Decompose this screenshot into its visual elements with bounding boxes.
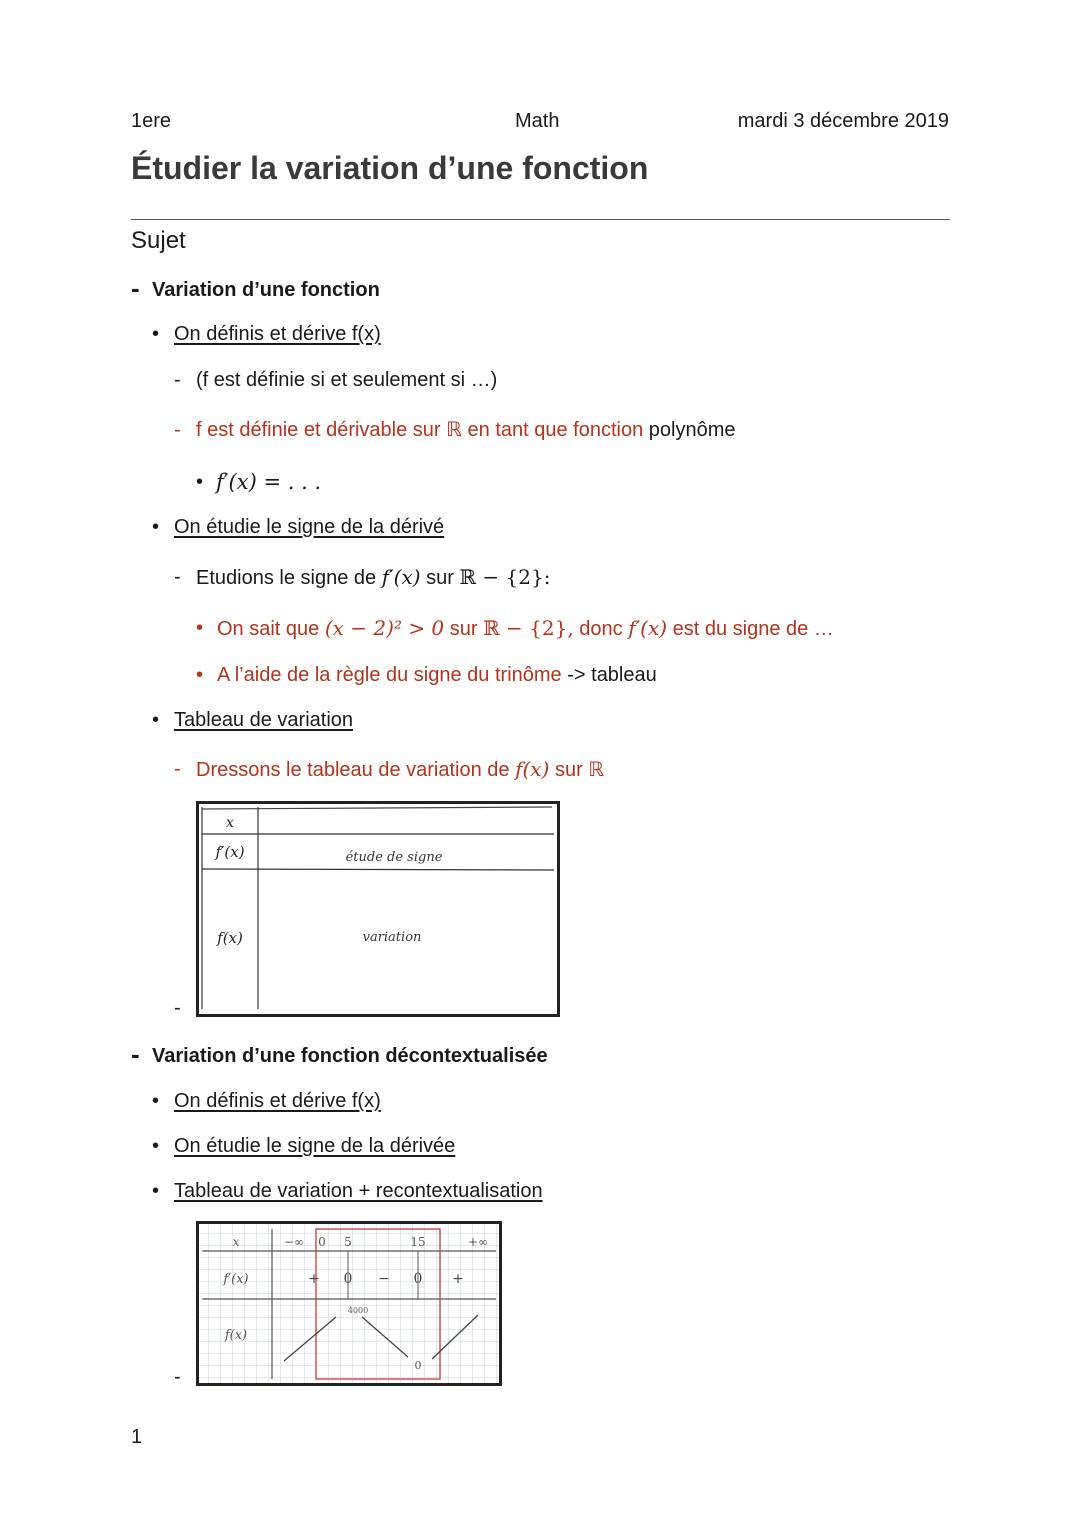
part1-item2-sub — [196, 565, 550, 590]
sub2-black-text: polynôme — [648, 419, 736, 441]
x-value: 15 — [410, 1235, 426, 1249]
text: sur — [426, 567, 454, 589]
header-subject: Math — [515, 110, 560, 132]
x-value: −∞ — [283, 1235, 305, 1249]
bullet: • — [152, 1090, 160, 1112]
bullet: • — [152, 323, 160, 345]
sign-value: 0 — [343, 1271, 353, 1287]
part1-item1-sub2 — [196, 418, 736, 442]
part1-item2-b1 — [217, 616, 834, 641]
text: sur — [449, 618, 478, 640]
max-label: 4000 — [347, 1306, 369, 1315]
dash-marker: - — [131, 1039, 140, 1069]
part1-item2: On étudie le signe de la dérivé — [174, 516, 445, 538]
sign-value: − — [378, 1271, 390, 1287]
section-heading: Sujet — [131, 227, 186, 254]
row-f-label: f(x) — [217, 929, 243, 947]
bullet: • — [196, 664, 204, 686]
part1-heading: Variation d’une fonction — [152, 279, 380, 301]
sign-value: 0 — [413, 1271, 423, 1287]
bullet: • — [196, 471, 204, 493]
row-f-label: f(x) — [224, 1328, 248, 1343]
title-divider — [131, 219, 950, 220]
red-text: A l’aide de la règle du signe du trinôme — [217, 664, 562, 686]
bullet: • — [152, 1135, 160, 1157]
dash-marker: - — [174, 566, 181, 588]
x-value: 0 — [318, 1235, 326, 1249]
x-value: +∞ — [467, 1235, 489, 1249]
header-date: mardi 3 décembre 2019 — [737, 110, 949, 132]
sign-value: + — [308, 1271, 320, 1287]
text: Etudions le signe de — [196, 567, 377, 589]
text: donc — [579, 618, 623, 640]
variation-table-grid-sketch — [196, 1221, 502, 1386]
row-x-label: x — [226, 815, 234, 831]
bullet: • — [152, 709, 160, 731]
dash-marker: - — [174, 997, 181, 1019]
text: sur ℝ — [554, 759, 605, 781]
dash-marker: - — [174, 1366, 181, 1388]
part1-item3-sub — [196, 757, 604, 782]
x-value: 5 — [344, 1235, 352, 1249]
math: f′(x) — [381, 565, 421, 589]
row-fprime-label: f′(x) — [215, 843, 245, 861]
math: ℝ − {2}, — [483, 616, 574, 640]
sign-study-note: étude de signe — [345, 850, 443, 865]
bullet: • — [152, 1180, 160, 1202]
part1-item2-b2 — [217, 663, 657, 687]
black-text: -> tableau — [567, 664, 657, 686]
page-title: Étudier la variation d’une fonction — [131, 150, 649, 186]
text: est du signe de … — [672, 618, 834, 640]
variation-table-sketch — [196, 801, 560, 1017]
part1-item1-sub1: (f est définie si et seulement si …) — [196, 369, 498, 391]
math: ℝ − {2}: — [459, 565, 551, 589]
part2-item3: Tableau de variation + recontextualisation — [174, 1180, 543, 1202]
page-number: 1 — [131, 1426, 143, 1448]
dash-marker: - — [131, 273, 140, 303]
text: On sait que — [217, 618, 320, 640]
part1-item1: On définis et dérive f(x) — [174, 323, 381, 345]
header-level: 1ere — [131, 110, 172, 132]
sub2-red-text: f est définie et dérivable sur ℝ en tant que fonction — [196, 419, 644, 441]
math: f(x) — [515, 757, 550, 781]
formula-fprime: f′(x) = . . . — [216, 470, 322, 494]
dash-marker: - — [174, 369, 181, 391]
variation-note: variation — [362, 930, 422, 945]
math: f′(x) — [628, 616, 668, 640]
bullet: • — [152, 516, 160, 538]
part2-item1: On définis et dérive f(x) — [174, 1090, 381, 1112]
dash-marker: - — [174, 758, 181, 780]
bullet: • — [196, 617, 204, 639]
sign-value: + — [452, 1271, 464, 1287]
text: Dressons le tableau de variation de — [196, 759, 510, 781]
part2-item2: On étudie le signe de la dérivée — [174, 1135, 456, 1157]
min-label: 0 — [414, 1359, 422, 1372]
part1-item3: Tableau de variation — [174, 709, 354, 731]
row-fprime-label: f′(x) — [223, 1272, 249, 1287]
dash-marker: - — [174, 419, 181, 441]
part2-heading: Variation d’une fonction décontextualisée — [152, 1045, 548, 1067]
math: (x − 2)² > 0 — [324, 616, 445, 640]
row-x-label: x — [232, 1235, 240, 1249]
